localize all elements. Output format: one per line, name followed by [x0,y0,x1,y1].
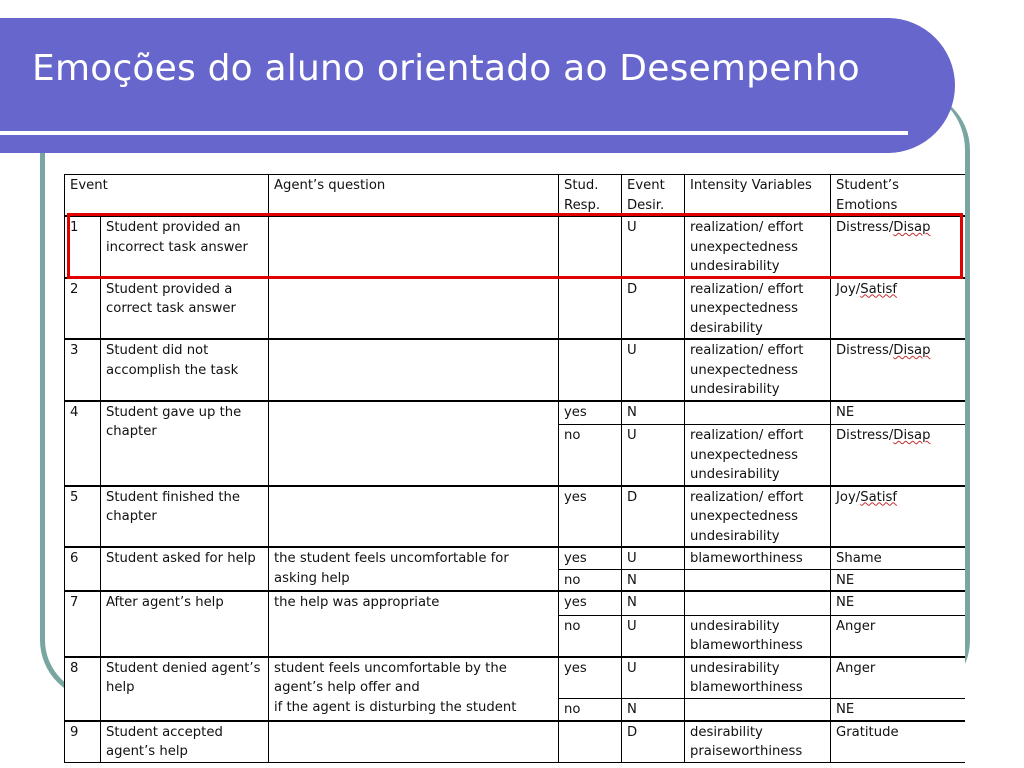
row-question: student feels uncomfortable by the agent’s help offer and if the agent is disturbing the student [269,657,559,721]
row-number: 8 [65,657,101,721]
row-desir: N [622,699,685,721]
row-desir: U [622,547,685,569]
row-intensity [685,699,831,721]
row-desir: D [622,721,685,763]
emotion-part-misspelled: Satisf [860,281,898,297]
title-underline [0,131,908,135]
header-event: Event [65,175,269,217]
emotion-part: Distress/ [836,428,894,443]
row-number: 2 [65,278,101,340]
row-emotion: NE [831,401,966,425]
table-row [65,591,966,615]
table-row [65,486,966,548]
row-desir: U [622,339,685,401]
row-number: 5 [65,486,101,548]
row-desir: U [622,615,685,657]
row-question: the help was appropriate [269,591,559,657]
header-desir: Event Desir. [622,175,685,217]
row-resp: no [559,569,622,591]
row-emotion: Anger [831,615,966,657]
row-intensity: blameworthiness [685,547,831,569]
row-resp: no [559,615,622,657]
table-row [65,721,966,763]
emotion-part-misspelled: Satisf [860,489,898,505]
row-event: Student provided an incorrect task answer [101,216,269,278]
row-question [269,278,559,340]
row-resp [559,721,622,763]
emotion-part: Joy/ [836,489,861,505]
row-emotion: Gratitude [831,721,966,763]
row-question: the student feels uncomfortable for asking help [269,547,559,591]
row-desir: N [622,569,685,591]
header-question: Agent’s question [269,175,559,217]
row-resp: no [559,425,622,486]
header-intensity: Intensity Variables [685,175,831,217]
row-emotion: NE [831,699,966,721]
row-intensity: realization/ effort unexpectedness undesirability [685,425,831,486]
header-emotions: Student’s Emotions [831,175,966,217]
row-event: Student accepted agent’s help [101,721,269,763]
row-number: 6 [65,547,101,591]
row-emotion [831,425,966,486]
row-intensity: desirability praiseworthiness [685,721,831,763]
table-row [65,339,966,401]
row-desir: U [622,657,685,699]
row-event: Student finished the chapter [101,486,269,548]
row-emotion: NE [831,569,966,591]
row-resp: yes [559,591,622,615]
row-resp: yes [559,547,622,569]
table-row [65,657,966,699]
emotion-part: Joy/ [836,281,861,297]
row-desir: N [622,591,685,615]
row-intensity: realization/ effort unexpectedness undesirability [685,216,831,278]
row-intensity: realization/ effort unexpectedness undesirability [685,486,831,548]
row-number: 7 [65,591,101,657]
row-resp [559,278,622,340]
row-resp [559,339,622,401]
emotion-part-misspelled: Disap [893,428,931,443]
table-row [65,401,966,425]
row-resp: yes [559,401,622,425]
row-question [269,339,559,401]
emotion-part-misspelled: Disap [893,343,931,358]
row-number: 1 [65,216,101,278]
table-row [65,278,966,340]
row-resp: yes [559,486,622,548]
row-intensity: realization/ effort unexpectedness undesirability [685,339,831,401]
row-desir: N [622,401,685,425]
row-question [269,721,559,763]
row-intensity: undesirability blameworthiness [685,615,831,657]
row-emotion: NE [831,591,966,615]
header-row [65,175,966,217]
row-emotion [831,339,966,401]
row-event: After agent’s help [101,591,269,657]
row-desir: U [622,425,685,486]
row-question [269,486,559,548]
row-event: Student gave up the chapter [101,401,269,486]
row-event: Student asked for help [101,547,269,591]
emotion-part-misspelled: Disap [893,220,931,235]
row-desir: U [622,216,685,278]
row-number: 9 [65,721,101,763]
row-event: Student did not accomplish the task [101,339,269,401]
row-emotion: Anger [831,657,966,699]
row-intensity [685,401,831,425]
row-intensity [685,591,831,615]
row-resp: yes [559,657,622,699]
row-resp: no [559,699,622,721]
row-desir: D [622,486,685,548]
row-intensity [685,569,831,591]
emotion-part: Distress/ [836,343,894,358]
row-highlight-box [67,213,963,279]
row-number: 3 [65,339,101,401]
row-question [269,401,559,486]
table-row [65,547,966,569]
row-desir: D [622,278,685,340]
row-emotion [831,486,966,548]
emotion-part: Distress/ [836,220,894,235]
slide-title: Emoções do aluno orientado ao Desempenho [32,48,860,89]
row-emotion: Shame [831,547,966,569]
row-intensity: realization/ effort unexpectedness desirability [685,278,831,340]
row-event: Student provided a correct task answer [101,278,269,340]
row-emotion [831,278,966,340]
row-event: Student denied agent’s help [101,657,269,721]
row-number: 4 [65,401,101,486]
row-intensity: undesirability blameworthiness [685,657,831,699]
header-resp: Stud. Resp. [559,175,622,217]
